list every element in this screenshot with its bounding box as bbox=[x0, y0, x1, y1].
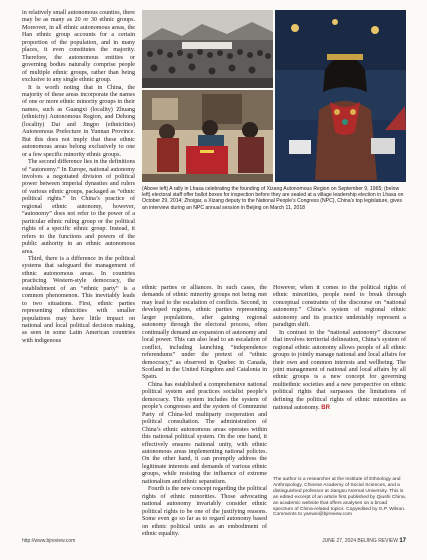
article-column-3 bbox=[273, 285, 406, 413]
website-url: http://www.bjreview.com bbox=[22, 538, 76, 544]
article-column-2 bbox=[142, 285, 267, 538]
paragraph: It is worth noting that in China, the majority of these areas incorporate the names of one or more ethnic minority groups in their names, such as Guangxi (locality) Zhuang (ethnicity) Autonomous Region, and Dehong (locality) Dai and Jingpo (ethnicities) Autonomous Prefecture in Yunnan Province. But this does not imply that these ethnic autonomous areas belong exclusively to one or a few specific minority ethnic groups. bbox=[22, 84, 135, 158]
paragraph: China has established a comprehensive national political system and practices socialist people’s democracy. This system includes the system of people’s congresses and the system of Communist Party of China-led multiparty cooperation and political consultation. The administration of China’s ethnic autonomous areas operates within this national political system. On the one hand, it effectively ensures national unity, with ethnic autonomous areas implementing national policies. On the other hand, it can promptly address the legitimate interests and demands of various ethnic groups, while resisting the influence of extreme nationalism and ethnic separatism. bbox=[142, 381, 267, 485]
paragraph: Fourth is the new concept regarding the political rights of ethnic minorities. Those advocating national autonomy invariably consider ethnic political rights to be one of the justifying reasons. Some even go so far as to regard autonomy based on ethnic political units as an embodiment of ethnic equality. bbox=[142, 486, 267, 537]
photo-collage bbox=[142, 10, 406, 182]
ballot-box-photo bbox=[142, 90, 273, 182]
deputy-portrait-photo bbox=[275, 10, 406, 182]
article-column-1 bbox=[22, 10, 135, 345]
page-number: 17 bbox=[399, 538, 406, 544]
paragraph: However, when it comes to the political rights of ethnic minorities, people need to break through conceptual constraints of the discourse on “national autonomy.” China’s system of regional ethnic autonomy and its practice undeniably represent a paradigm shift. bbox=[273, 285, 406, 329]
paragraph: Third, there is a difference in the political systems that safeguard the management of ethnic autonomous areas. In countries practicing Western-style democracy, the establishment of an “ethnic party” is a common phenomenon. This inevitably leads to two situations. First, ethnic parties representing ethnicities with smaller populations may have little impact on national and local political decision making, as seen in some Latin American countries with indigenous bbox=[22, 255, 135, 344]
paragraph: ethnic parties or alliances. In such cases, the demands of ethnic minority groups not being met may lead to the escalation of conflicts. Second, in developed regions, ethnic parties representing larger populations, after gaining regional autonomy through the electoral process, often continually demand an expansion of autonomy and local power. This can also lead to an escalation of conflict, including launching “independence referendums” under the pretext of “ethnic democracy,” as observed in Quebec in Canada, Scotland in the United Kingdom and Catalonia in Spain. bbox=[142, 285, 267, 381]
end-mark: BR bbox=[321, 404, 330, 412]
paragraph: The second difference lies in the definitions of “autonomy.” In Europe, national autonomy involves a negotiated division of political power between imperial dynasties and rulers of various ethnic groups, packaged as “ethnic political rights.” In China’s practice of regional ethnic autonomy, however, “autonomy” does not refer to the power of a particular ethnic ruling group or the political rights of a specific ethnic group. Instead, it refers to the functions and powers of the public authority in an ethnic autonomous area. bbox=[22, 159, 135, 255]
page-footer bbox=[322, 538, 406, 544]
photo-caption: (Above left) A rally in Lhasa celebrating the founding of Xizang Autonomous Region on September 9, 1965; (below left) electoral staff offer ballot boxes for inspection before they are sealed at a village leadership election in Lhasa on October 29, 2014; Zhoigar, a Xizang deputy to the National People’s Congress (NPC), China’s top legislature, gives an interview during an NPC annual session in Beijing on March 11, 2018 bbox=[142, 186, 404, 211]
issue-date-masthead: JUNE 27, 2024 BEIJING REVIEW bbox=[322, 538, 398, 544]
lhasa-rally-photo bbox=[142, 10, 273, 88]
paragraph: in relatively small autonomous counties, there may be as many as 20 or 30 ethnic groups. Moreover, in all ethnic autonomous areas, the Han ethnic group accounts for a certain proportion of the population, and in many places, it even constitutes the majority. Therefore, the autonomous entities or governing bodies naturally comprise people of multiple ethnic groups, rather than being exclusive to any single ethnic group. bbox=[22, 10, 135, 84]
author-bio: The author is a researcher at the Institute of Ethnology and Anthropology, Chinese Academy of Social Sciences, and a distinguished professor at Jiangsu Normal University. This is an edited excerpt of an article first published by Qiushi China, an academic website that offers analyses on a broad spectrum of China-related topics. Copyedited by G.P. Wilson. Comments to yanwei@bjreview.com bbox=[273, 477, 406, 518]
paragraph bbox=[273, 330, 406, 413]
paragraph-text: In contrast to the “national autonomy” discourse that involves territorial delineation, China’s system of regional ethnic autonomy allows people of all ethnic groups to jointly manage national and local affairs for their own and common interests and wellbeing. The joint management of national and local affairs by all ethnic groups is a new concept for governing multiethnic societies and a new perspective on ethnic political rights that surpasses the limitations of defining the political rights of ethnic minorities as national autonomy. bbox=[273, 329, 406, 412]
